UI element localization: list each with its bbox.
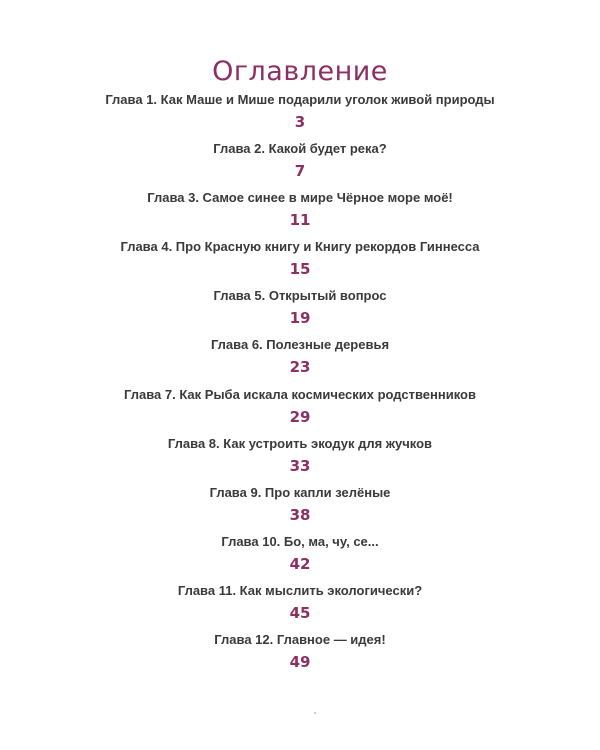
toc-entry — [0, 90, 600, 139]
toc-entry — [0, 532, 600, 581]
page-speck — [314, 712, 316, 714]
chapter-title: Глава 3. Самое синее в мире Чёрное море моё! — [147, 190, 453, 206]
page-number: 49 — [289, 653, 311, 672]
toc-entry — [0, 434, 600, 483]
chapter-title: Глава 10. Бо, ма, чу, се... — [221, 533, 379, 549]
chapter-title: Глава 9. Про капли зелёные — [209, 484, 391, 500]
chapter-title: Глава 4. Про Красную книгу и Книгу рекордов Гиннесса — [120, 239, 480, 255]
chapter-title: Глава 7. Как Рыба искала космических родственников — [124, 386, 476, 402]
page-number: 42 — [289, 554, 311, 573]
toc-entry — [0, 385, 600, 434]
page-number: 19 — [289, 309, 311, 328]
toc-entry — [0, 483, 600, 532]
chapter-title: Глава 11. Как мыслить экологически? — [177, 582, 423, 598]
chapter-title: Глава 8. Как устроить экодук для жучков — [167, 435, 433, 451]
toc-entry — [0, 581, 600, 630]
chapter-title: Глава 2. Какой будет река? — [213, 141, 387, 157]
page-number: 33 — [289, 456, 311, 475]
toc-entry — [0, 335, 600, 384]
toc-entry — [0, 139, 600, 188]
toc-entry — [0, 237, 600, 286]
page-number: 23 — [289, 358, 311, 377]
chapter-title: Глава 12. Главное — идея! — [214, 632, 386, 648]
page-number: 11 — [289, 211, 311, 230]
page-number: 38 — [289, 505, 311, 524]
toc-entry — [0, 630, 600, 679]
page-number: 29 — [289, 407, 311, 426]
page-number: 3 — [294, 113, 306, 131]
chapter-title: Глава 5. Открытый вопрос — [213, 288, 387, 304]
toc-title: Оглавление — [212, 56, 388, 88]
toc-entry — [0, 188, 600, 237]
page-number: 45 — [289, 603, 311, 622]
chapter-title: Глава 1. Как Маше и Мише подарили уголок живой природы — [105, 92, 495, 107]
page-number: 7 — [294, 162, 306, 181]
toc-entry — [0, 286, 600, 335]
toc-list — [0, 90, 600, 679]
page-number: 15 — [289, 260, 311, 279]
chapter-title: Глава 6. Полезные деревья — [210, 337, 390, 353]
